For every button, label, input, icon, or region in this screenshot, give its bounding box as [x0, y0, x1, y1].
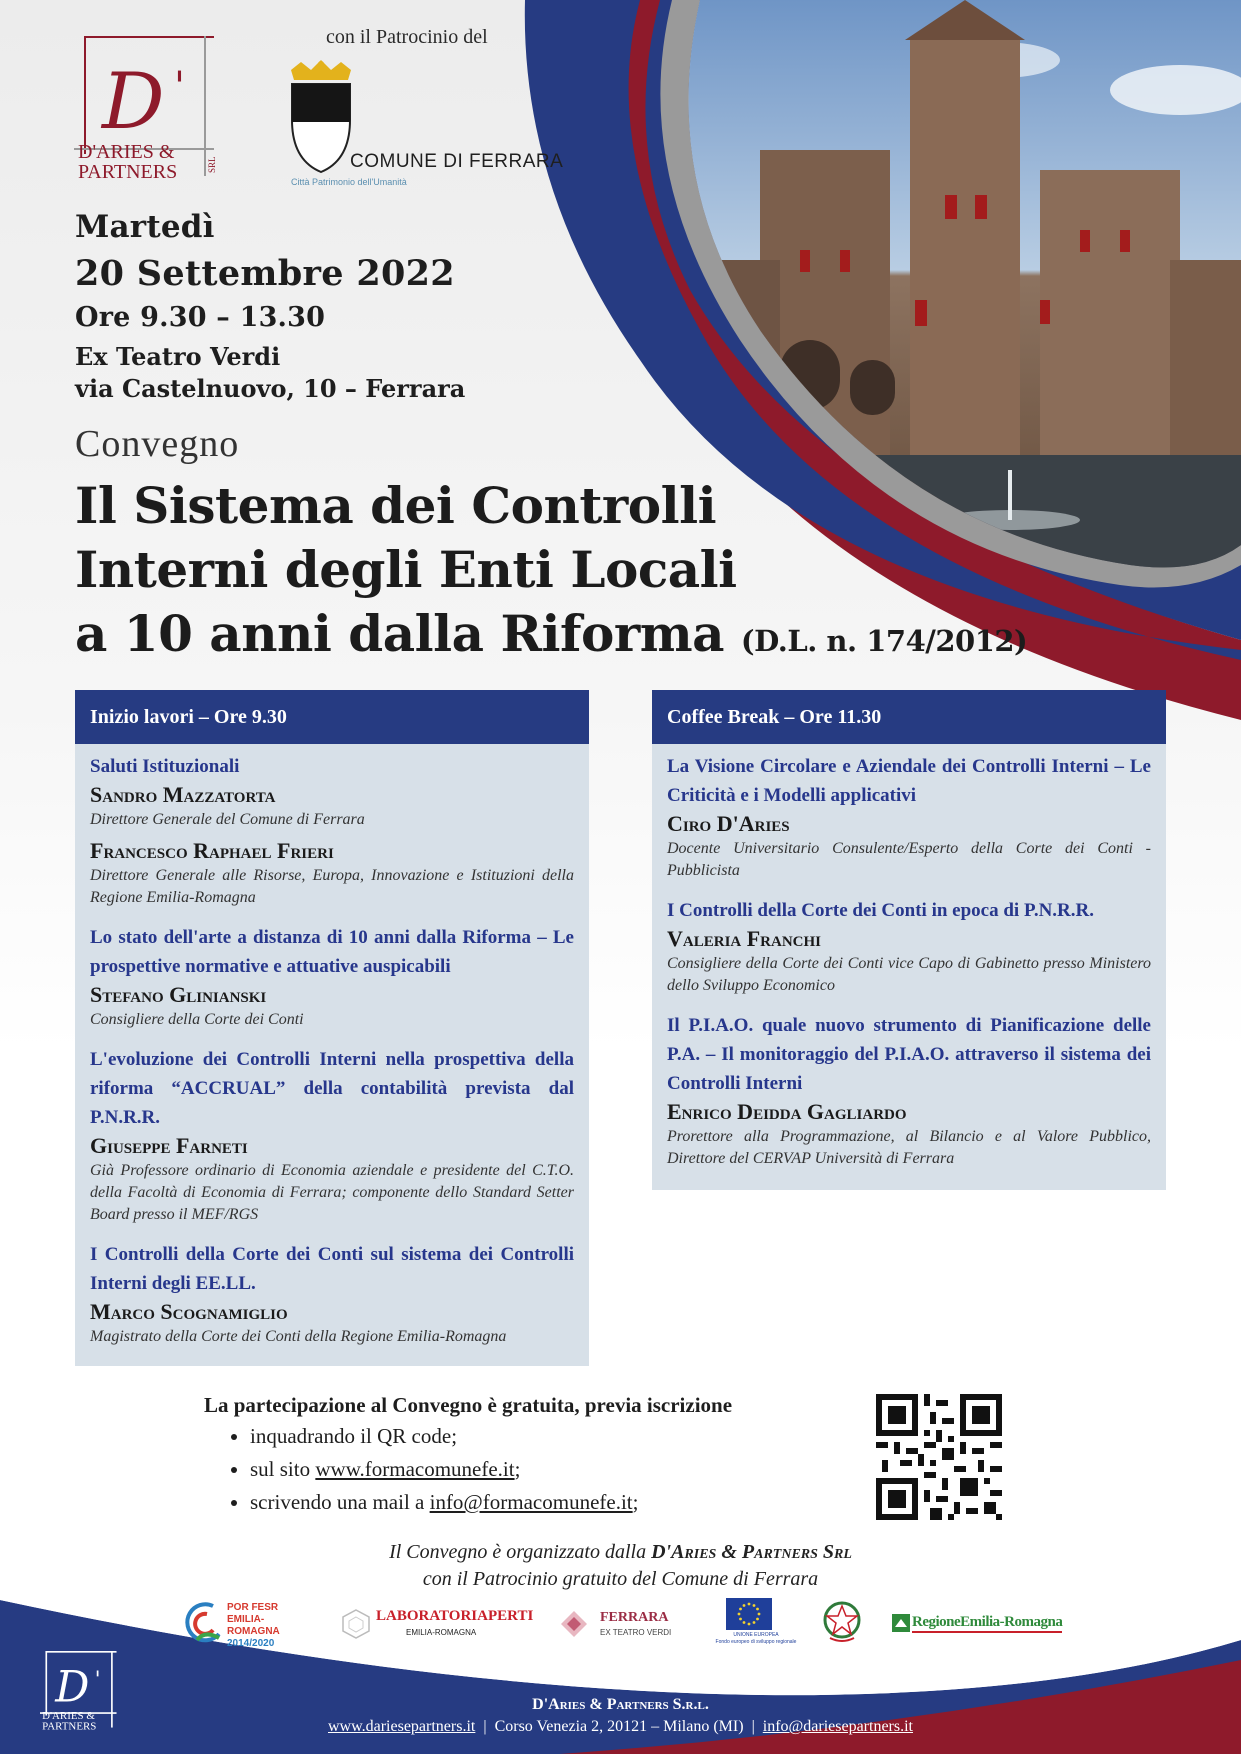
eu-logo-line2: Fondo europeo di sviluppo regionale: [715, 1639, 797, 1645]
porfesr-mark-icon: [183, 1600, 227, 1646]
speaker-role: Consigliere della Corte dei Conti: [90, 1011, 304, 1028]
daries-logo: [74, 28, 224, 183]
event-day: Martedì: [75, 209, 215, 245]
registration-mail-link[interactable]: info@formacomunefe.it: [429, 1490, 633, 1514]
laboratori-aperti-logo: [340, 1608, 535, 1642]
speaker-name: Enrico Deidda Gagliardo: [667, 1099, 907, 1124]
title-line-2: Interni degli Enti Locali: [75, 540, 737, 599]
qr-code-icon[interactable]: [876, 1394, 1002, 1520]
footer-company: D'Aries & Partners S.r.l.: [532, 1696, 709, 1713]
speaker-role: Consigliere della Corte dei Conti vice Capo di Gabinetto presso Ministero dello Sviluppo Economico: [667, 955, 1151, 994]
talk-item: [90, 1240, 574, 1348]
talk-title: I Controlli della Corte dei Conti in epoca di P.N.R.R.: [667, 900, 1094, 921]
program-right-body: [652, 744, 1166, 1180]
program-column-left: [75, 690, 589, 1366]
organizer-note-line2: con il Patrocinio gratuito del Comune di Ferrara: [422, 1568, 819, 1590]
speaker-role: Direttore Generale alle Risorse, Europa, Innovazione e Istituzioni della Regione Emilia-Romagna: [90, 867, 574, 906]
porfesr-logo: [183, 1600, 313, 1649]
registration-title: La partecipazione al Convegno è gratuita, previa iscrizione: [204, 1393, 733, 1417]
svg-text:PARTNERS: PARTNERS: [42, 1720, 97, 1732]
event-title: [75, 474, 1027, 673]
talk-title: Saluti Istituzionali: [90, 756, 240, 777]
speaker-name: Stefano Glinianski: [90, 982, 267, 1007]
registration-mail-suffix: ;: [632, 1490, 639, 1514]
speaker-name: Sandro Mazzatorta: [90, 782, 276, 807]
registration-methods: [204, 1420, 732, 1519]
ferrara-mark-icon: [560, 1610, 588, 1638]
footer-website-link[interactable]: www.dariesepartners.it: [328, 1718, 476, 1735]
talk-title: La Visione Circolare e Aziendale dei Controlli Interni – Le Criticità e i Modelli applicativi: [667, 756, 1151, 806]
footer-contacts: [0, 1718, 1241, 1736]
hexagon-icon: [340, 1608, 372, 1640]
talk-item: [90, 923, 574, 1031]
event-date: 20 Settembre 2022: [75, 253, 455, 294]
talk-item: [667, 896, 1151, 997]
regione-logo-text: RegioneEmilia-Romagna: [912, 1614, 1062, 1633]
registration-qr-text: inquadrando il QR code;: [250, 1424, 458, 1448]
ferrara-logo-sub: EX TEATRO VERDI: [600, 1628, 672, 1637]
svg-text:': ': [94, 1666, 101, 1692]
event-address: via Castelnuovo, 10 – Ferrara: [75, 374, 466, 403]
svg-text:D'ARIES &: D'ARIES &: [42, 1709, 95, 1722]
organizer-note-prefix: Il Convegno è organizzato dalla: [389, 1541, 652, 1563]
talk-item: [667, 752, 1151, 882]
event-type: Convegno: [75, 423, 240, 465]
speaker-role: Magistrato della Corte dei Conti della Regione Emilia-Romagna: [90, 1328, 507, 1345]
speaker-role: Direttore Generale del Comune di Ferrara: [90, 811, 365, 828]
svg-text:D'ARIES &: D'ARIES &: [78, 141, 175, 163]
program-right-header: Coffee Break – Ore 11.30: [652, 690, 1166, 744]
event-venue: Ex Teatro Verdi: [75, 342, 281, 371]
regione-emilia-romagna-logo: [892, 1612, 1064, 1634]
footer-email-link[interactable]: info@dariesepartners.it: [762, 1718, 913, 1735]
comune-subtitle: Città Patrimonio dell'Umanità: [291, 177, 407, 187]
porfesr-line1: POR FESR: [227, 1602, 279, 1613]
laboratori-text: LABORATORI: [376, 1608, 478, 1624]
svg-text:': ': [174, 64, 185, 110]
talk-item: [90, 752, 574, 909]
event-info: [75, 205, 465, 405]
event-time: Ore 9.30 – 13.30: [75, 302, 326, 333]
footer-separator: |: [479, 1718, 491, 1735]
speaker-name: Ciro D'Aries: [667, 811, 790, 836]
organizer-note-org: D'Aries & Partners Srl: [651, 1541, 852, 1563]
porfesr-line2: EMILIA-ROMAGNA: [227, 1614, 280, 1637]
talk-item: [90, 1045, 574, 1226]
registration-site-suffix: ;: [514, 1457, 521, 1481]
patronage-label: con il Patrocinio del: [326, 26, 488, 48]
title-line-3: a 10 anni dalla Riforma: [75, 604, 724, 663]
ferrara-crest-icon: [286, 60, 356, 175]
svg-text:D: D: [55, 1662, 90, 1713]
program-left-body: [75, 744, 589, 1358]
aperti-text: APERTI: [477, 1608, 534, 1624]
italian-republic-emblem-icon: [822, 1600, 862, 1644]
title-line-1: Il Sistema dei Controlli: [75, 476, 717, 535]
registration-site-prefix: sul sito: [250, 1457, 316, 1481]
eu-flag-icon: [726, 1598, 772, 1630]
porfesr-line3: 2014/2020: [227, 1638, 275, 1649]
program-left-header: Inizio lavori – Ore 9.30: [75, 690, 589, 744]
regione-mark-icon: [892, 1614, 910, 1632]
speaker-role: Già Professore ordinario di Economia aziendale e presidente del C.T.O. della Facoltà di Economia di Ferrara; componente dello Standard Setter Board presso il MEF/RGS: [90, 1162, 574, 1223]
registration-qr-item: [250, 1420, 732, 1453]
laboratori-region: EMILIA-ROMAGNA: [406, 1628, 477, 1637]
speaker-name: Francesco Raphael Frieri: [90, 838, 334, 863]
svg-text:D: D: [102, 57, 165, 147]
svg-text:SRL: SRL: [207, 156, 217, 173]
ferrara-teatro-logo: [560, 1608, 680, 1642]
title-reference: (D.L. n. 174/2012): [740, 624, 1028, 658]
speaker-name: Valeria Franchi: [667, 926, 822, 951]
talk-item: [667, 1011, 1151, 1170]
talk-title: Il P.I.A.O. quale nuovo strumento di Pianificazione delle P.A. – Il monitoraggio del P.I.A.O. attraverso il sistema dei Controlli Interni: [667, 1015, 1151, 1094]
registration-site-link[interactable]: www.formacomunefe.it: [315, 1457, 515, 1481]
comune-name: COMUNE DI FERRARA: [350, 151, 564, 172]
speaker-role: Prorettore alla Programmazione, al Bilancio e al Valore Pubblico, Direttore del CERVAP Università di Ferrara: [667, 1128, 1151, 1167]
eu-logo: [708, 1598, 804, 1648]
talk-title: I Controlli della Corte dei Conti sul sistema dei Controlli Interni degli EE.LL.: [90, 1244, 574, 1294]
footer-address: Corso Venezia 2, 20121 – Milano (MI): [494, 1718, 744, 1735]
registration-mail-prefix: scrivendo una mail a: [250, 1490, 430, 1514]
speaker-name: Giuseppe Farneti: [90, 1133, 248, 1158]
ferrara-logo-title: FERRARA: [600, 1610, 669, 1625]
registration-site-item: [250, 1453, 732, 1486]
talk-title: L'evoluzione dei Controlli Interni nella prospettiva della riforma “ACCRUAL” della contabilità prevista dal P.N.R.R.: [90, 1049, 574, 1128]
registration-info: [204, 1390, 732, 1519]
speaker-role: Docente Universitario Consulente/Esperto della Corte dei Conti - Pubblicista: [667, 840, 1151, 879]
registration-mail-item: [250, 1486, 732, 1519]
footer-separator: |: [747, 1718, 759, 1735]
talk-title: Lo stato dell'arte a distanza di 10 anni dalla Riforma – Le prospettive normative e attuative auspicabili: [90, 927, 574, 977]
svg-text:PARTNERS: PARTNERS: [78, 161, 178, 183]
eu-logo-line1: UNIONE EUROPEA: [733, 1632, 779, 1638]
speaker-name: Marco Scognamiglio: [90, 1299, 288, 1324]
program-column-right: [652, 690, 1166, 1190]
